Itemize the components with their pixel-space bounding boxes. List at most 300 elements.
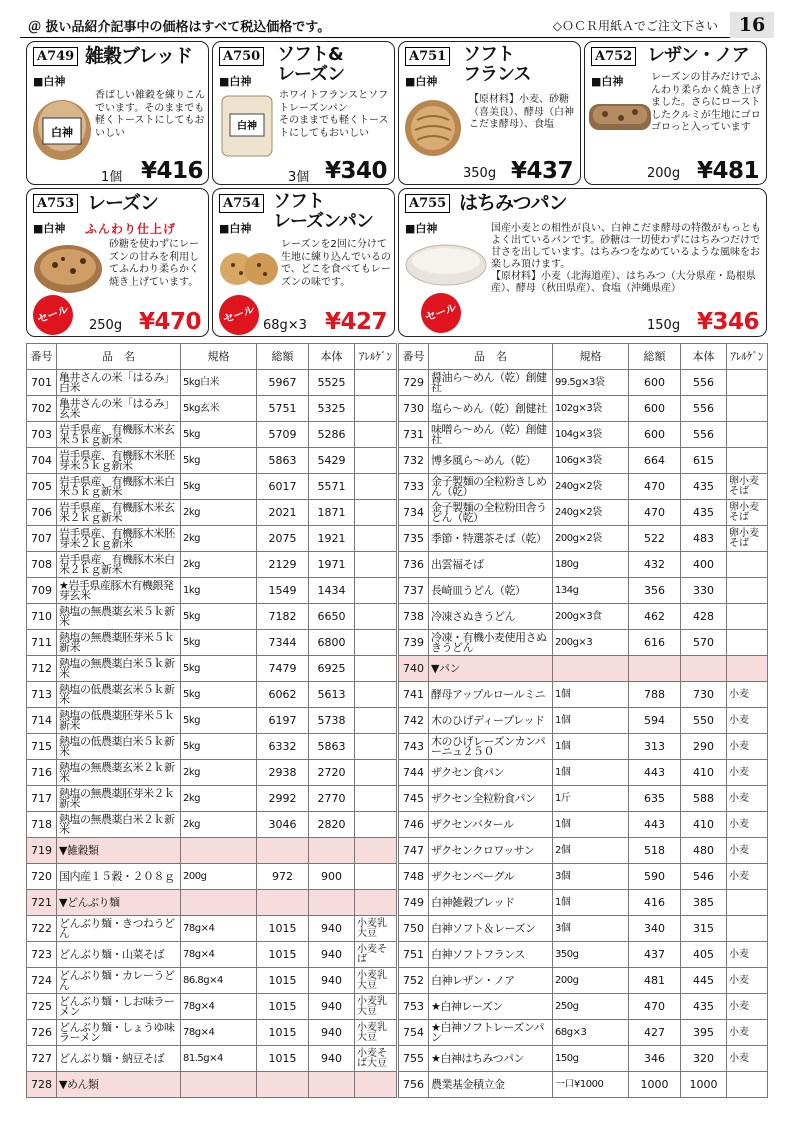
item-spec: 200g — [181, 864, 257, 890]
item-total: 7479 — [257, 656, 309, 682]
item-name: 熱塩の無農薬玄米５ｋ新米 — [57, 604, 181, 630]
item-base: 405 — [681, 942, 727, 968]
item-allergen — [355, 396, 397, 422]
item-total: 7182 — [257, 604, 309, 630]
table-row — [399, 838, 768, 864]
item-number: 728 — [27, 1072, 57, 1098]
item-total: 5709 — [257, 422, 309, 448]
item-number: 701 — [27, 370, 57, 396]
item-base: 428 — [681, 604, 727, 630]
item-name: 金子製麺の全粒粉きしめん（乾） — [429, 474, 553, 500]
item-name: 白神ソフト＆レーズン — [429, 916, 553, 942]
item-allergen: 小麦 — [727, 734, 768, 760]
item-allergen — [727, 916, 768, 942]
item-number: 730 — [399, 396, 429, 422]
item-name: どんぶり麺・きつねうどん — [57, 916, 181, 942]
item-total: 2021 — [257, 500, 309, 526]
table-row — [399, 760, 768, 786]
item-allergen — [727, 396, 768, 422]
col-base: 本体 — [309, 344, 355, 370]
item-spec: 78g×4 — [181, 942, 257, 968]
table-row — [399, 578, 768, 604]
item-total — [257, 890, 309, 916]
item-base: 5286 — [309, 422, 355, 448]
item-number: 741 — [399, 682, 429, 708]
item-spec: 1個 — [553, 682, 629, 708]
table-row — [27, 578, 397, 604]
item-base: 5325 — [309, 396, 355, 422]
item-allergen — [355, 500, 397, 526]
product-code: A749 — [33, 47, 78, 66]
item-name: 岩手県産、有機豚木米玄米５ｋｇ新米 — [57, 422, 181, 448]
item-number: 736 — [399, 552, 429, 578]
product-title: ソフト& レーズン — [277, 44, 345, 85]
brand-label: ■白神 — [219, 222, 252, 235]
item-base: 6800 — [309, 630, 355, 656]
item-number: 749 — [399, 890, 429, 916]
item-number: 709 — [27, 578, 57, 604]
product-price: ¥427 — [325, 309, 388, 335]
product-title: レザン・ノア — [647, 45, 749, 66]
item-total: 5751 — [257, 396, 309, 422]
col-allergen: ｱﾚﾙｹﾞﾝ — [727, 344, 768, 370]
item-base: 615 — [681, 448, 727, 474]
item-base: 940 — [309, 968, 355, 994]
item-spec: 2kg — [181, 760, 257, 786]
table-row — [399, 396, 768, 422]
item-name: 熱塩の無農薬玄米２ｋ新米 — [57, 760, 181, 786]
product-card-a750[interactable] — [212, 41, 395, 185]
item-allergen — [355, 864, 397, 890]
item-name: ▼めん類 — [57, 1072, 181, 1098]
item-total: 470 — [629, 474, 681, 500]
item-name: 木のひげレーズンカンパーニュ２５０ — [429, 734, 553, 760]
item-total: 1015 — [257, 942, 309, 968]
item-number: 753 — [399, 994, 429, 1020]
item-spec: 5kg — [181, 682, 257, 708]
item-name: ★白神ソフトレーズンパン — [429, 1020, 553, 1046]
item-number: 707 — [27, 526, 57, 552]
product-card-a752[interactable] — [584, 41, 767, 185]
item-spec: 3個 — [553, 864, 629, 890]
table-row — [399, 604, 768, 630]
table-row — [399, 500, 768, 526]
item-number: 725 — [27, 994, 57, 1020]
bread-photo — [31, 237, 105, 299]
item-allergen: 小麦 — [727, 1020, 768, 1046]
table-row — [399, 708, 768, 734]
product-card-a754[interactable] — [212, 188, 395, 337]
table-row — [399, 1020, 768, 1046]
item-allergen: 小麦 — [727, 1046, 768, 1072]
table-row — [399, 968, 768, 994]
brand-label: ■白神 — [591, 75, 624, 88]
item-total: 522 — [629, 526, 681, 552]
item-spec: 5kg玄米 — [181, 396, 257, 422]
item-spec: 78g×4 — [181, 916, 257, 942]
item-number: 755 — [399, 1046, 429, 1072]
item-number: 715 — [27, 734, 57, 760]
item-spec: 一口¥1000 — [553, 1072, 629, 1098]
item-allergen: 小麦 — [727, 682, 768, 708]
item-base: 1434 — [309, 578, 355, 604]
package-label: 白神 — [237, 121, 257, 132]
item-total: 3046 — [257, 812, 309, 838]
item-total: 5967 — [257, 370, 309, 396]
item-allergen — [355, 708, 397, 734]
item-allergen — [355, 838, 397, 864]
item-allergen: 小麦 — [727, 708, 768, 734]
item-allergen — [355, 1072, 397, 1098]
item-spec: 1個 — [553, 890, 629, 916]
item-total: 481 — [629, 968, 681, 994]
item-total: 1015 — [257, 1020, 309, 1046]
item-base: 1971 — [309, 552, 355, 578]
product-price: ¥481 — [697, 158, 760, 184]
item-number: 735 — [399, 526, 429, 552]
product-card-a749[interactable] — [26, 41, 209, 185]
item-total: 470 — [629, 500, 681, 526]
item-name: 出雲福そば — [429, 552, 553, 578]
item-allergen — [355, 812, 397, 838]
product-price: ¥340 — [325, 158, 388, 184]
item-allergen — [355, 786, 397, 812]
sale-badge: セール — [213, 289, 264, 337]
item-number: 708 — [27, 552, 57, 578]
product-code: A752 — [591, 47, 636, 66]
col-total: 総額 — [629, 344, 681, 370]
item-allergen — [355, 890, 397, 916]
item-number: 705 — [27, 474, 57, 500]
item-spec: 68g×3 — [553, 1020, 629, 1046]
item-number: 702 — [27, 396, 57, 422]
sale-badge: セール — [415, 287, 466, 337]
item-name: 亀井さんの米「はるみ」玄米 — [57, 396, 181, 422]
item-base: 940 — [309, 1020, 355, 1046]
item-number: 712 — [27, 656, 57, 682]
product-quantity: 250g — [89, 318, 123, 333]
col-spec: 規格 — [181, 344, 257, 370]
item-total: 340 — [629, 916, 681, 942]
item-name: 白神雑穀ブレッド — [429, 890, 553, 916]
item-allergen — [355, 526, 397, 552]
item-base: 385 — [681, 890, 727, 916]
item-spec: 106g×3袋 — [553, 448, 629, 474]
item-spec: 1個 — [553, 708, 629, 734]
category-row — [27, 890, 397, 916]
item-allergen: 小麦 — [727, 838, 768, 864]
item-total — [629, 656, 681, 682]
item-base: 900 — [309, 864, 355, 890]
col-name: 品 名 — [57, 344, 181, 370]
item-spec: 78g×4 — [181, 994, 257, 1020]
item-name: 冷凍さぬきうどん — [429, 604, 553, 630]
item-base — [681, 656, 727, 682]
item-base: 5525 — [309, 370, 355, 396]
item-spec — [181, 838, 257, 864]
item-number: 738 — [399, 604, 429, 630]
brand-label: ■白神 — [219, 75, 252, 88]
item-total: 7344 — [257, 630, 309, 656]
category-row — [27, 838, 397, 864]
product-card-a753[interactable] — [26, 188, 209, 337]
item-number: 754 — [399, 1020, 429, 1046]
item-total: 788 — [629, 682, 681, 708]
sale-badge: セール — [27, 289, 78, 337]
item-allergen: 卵小麦そば — [727, 474, 768, 500]
item-spec: 5kg — [181, 630, 257, 656]
item-name: どんぶり麺・しお味ラーメン — [57, 994, 181, 1020]
table-row — [399, 1046, 768, 1072]
table-row — [27, 708, 397, 734]
item-spec: 240g×2袋 — [553, 474, 629, 500]
item-spec: 1個 — [553, 760, 629, 786]
brand-label: ■白神 — [405, 222, 438, 235]
item-total: 462 — [629, 604, 681, 630]
item-name: ★岩手県産豚木有機銀発芽玄米 — [57, 578, 181, 604]
item-allergen: 小麦 — [727, 812, 768, 838]
item-number: 732 — [399, 448, 429, 474]
table-row — [399, 890, 768, 916]
table-row — [399, 682, 768, 708]
item-total: 437 — [629, 942, 681, 968]
item-name: 熱塩の無農薬胚芽米５ｋ新米 — [57, 630, 181, 656]
bread-photo — [587, 90, 653, 140]
item-name: ▼どんぶり麺 — [57, 890, 181, 916]
product-description: 砂糖を使わずにレーズンの甘みを利用してふんわり柔らかく焼き上げています。 — [109, 239, 199, 288]
table-row — [399, 942, 768, 968]
table-row — [27, 786, 397, 812]
item-total — [257, 838, 309, 864]
table-row — [399, 786, 768, 812]
item-total: 600 — [629, 370, 681, 396]
item-number: 710 — [27, 604, 57, 630]
item-allergen — [355, 474, 397, 500]
item-spec: 99.5g×3袋 — [553, 370, 629, 396]
item-total: 313 — [629, 734, 681, 760]
item-name: ザクセン全粒粉食パン — [429, 786, 553, 812]
item-total: 2075 — [257, 526, 309, 552]
item-name: どんぶり麺・しょうゆ味ラーメン — [57, 1020, 181, 1046]
product-title: レーズン — [87, 192, 159, 214]
item-base: 556 — [681, 422, 727, 448]
item-number: 743 — [399, 734, 429, 760]
item-allergen: 小麦 — [727, 786, 768, 812]
item-spec: 1個 — [553, 734, 629, 760]
table-row — [399, 630, 768, 656]
item-base: 556 — [681, 370, 727, 396]
item-allergen — [727, 604, 768, 630]
product-subtitle: ふんわり仕上げ — [85, 222, 177, 236]
item-name: 金子製麺の全粒粉田舎うどん（乾） — [429, 500, 553, 526]
item-name: 岩手県産、有機豚木米白米５ｋｇ新米 — [57, 474, 181, 500]
item-total: 590 — [629, 864, 681, 890]
table-row — [399, 734, 768, 760]
item-number: 740 — [399, 656, 429, 682]
item-spec: 5kg白米 — [181, 370, 257, 396]
item-name: ザクセンバタール — [429, 812, 553, 838]
brand-label: ■白神 — [405, 75, 438, 88]
table-row — [27, 604, 397, 630]
table-row — [399, 552, 768, 578]
item-name: 醤油ら～めん（乾）創健社 — [429, 370, 553, 396]
table-row — [27, 396, 397, 422]
tax-note: ＠ 扱い品紹介記事中の価格はすべて税込価格です。 — [28, 20, 331, 35]
brand-label: ■白神 — [33, 75, 66, 88]
table-row — [399, 864, 768, 890]
item-spec — [553, 656, 629, 682]
item-base: 940 — [309, 994, 355, 1020]
item-base: 550 — [681, 708, 727, 734]
table-row — [27, 474, 397, 500]
table-row — [27, 942, 397, 968]
item-base: 435 — [681, 474, 727, 500]
bread-photo — [31, 90, 93, 162]
item-spec: 5kg — [181, 422, 257, 448]
item-number: 721 — [27, 890, 57, 916]
table-row — [399, 448, 768, 474]
item-spec: 3個 — [553, 916, 629, 942]
item-allergen: 小麦乳大豆 — [355, 916, 397, 942]
item-number: 744 — [399, 760, 429, 786]
item-spec: 2kg — [181, 812, 257, 838]
order-table-right — [398, 343, 768, 1098]
item-name: 塩ら～めん（乾）創健社 — [429, 396, 553, 422]
item-spec: 1kg — [181, 578, 257, 604]
item-number: 747 — [399, 838, 429, 864]
bread-photo — [218, 90, 276, 162]
item-base: 5429 — [309, 448, 355, 474]
page-header — [20, 12, 774, 38]
item-spec: 5kg — [181, 734, 257, 760]
item-base: 483 — [681, 526, 727, 552]
item-spec: 104g×3袋 — [553, 422, 629, 448]
order-note: ◇ＯＣＲ用紙Ａでご注文下さい — [552, 19, 718, 33]
item-spec: 2kg — [181, 500, 257, 526]
product-card-a751[interactable] — [398, 41, 581, 185]
item-name: 冷凍・有機小麦使用さぬきうどん — [429, 630, 553, 656]
item-allergen — [355, 370, 397, 396]
item-total: 518 — [629, 838, 681, 864]
item-base: 556 — [681, 396, 727, 422]
item-total: 443 — [629, 760, 681, 786]
table-row — [27, 682, 397, 708]
item-allergen: 小麦乳大豆 — [355, 1020, 397, 1046]
item-spec: 5kg — [181, 474, 257, 500]
product-price: ¥470 — [139, 309, 202, 335]
item-base: 290 — [681, 734, 727, 760]
item-base: 730 — [681, 682, 727, 708]
item-allergen — [355, 604, 397, 630]
item-name: 季節・特選茶そば（乾） — [429, 526, 553, 552]
table-row — [27, 500, 397, 526]
item-number: 752 — [399, 968, 429, 994]
item-number: 723 — [27, 942, 57, 968]
item-allergen — [727, 1072, 768, 1098]
item-number: 726 — [27, 1020, 57, 1046]
item-base: 1000 — [681, 1072, 727, 1098]
table-row — [27, 864, 397, 890]
item-total: 6197 — [257, 708, 309, 734]
item-allergen: 小麦 — [727, 968, 768, 994]
item-number: 718 — [27, 812, 57, 838]
item-number: 756 — [399, 1072, 429, 1098]
item-base: 435 — [681, 994, 727, 1020]
item-name: 白神レザン・ノア — [429, 968, 553, 994]
table-row — [27, 370, 397, 396]
item-spec: 102g×3袋 — [553, 396, 629, 422]
item-base: 570 — [681, 630, 727, 656]
item-number: 733 — [399, 474, 429, 500]
item-name: 熱塩の低農薬白米５ｋ新米 — [57, 734, 181, 760]
col-allergen: ｱﾚﾙｹﾞﾝ — [355, 344, 397, 370]
item-total: 6062 — [257, 682, 309, 708]
product-title: はちみつパン — [459, 192, 567, 214]
item-number: 713 — [27, 682, 57, 708]
product-price: ¥437 — [511, 158, 574, 184]
item-allergen — [727, 422, 768, 448]
item-spec: 2kg — [181, 552, 257, 578]
item-base: 5863 — [309, 734, 355, 760]
table-row — [399, 994, 768, 1020]
col-name: 品 名 — [429, 344, 553, 370]
item-base: 445 — [681, 968, 727, 994]
product-description: 【原材料】小麦、砂糖（喜美良）、酵母（白神こだま酵母）、食塩 — [469, 94, 574, 130]
item-name: 白神ソフトフランス — [429, 942, 553, 968]
item-name: 熱塩の低農薬胚芽米５ｋ新米 — [57, 708, 181, 734]
item-total: 1000 — [629, 1072, 681, 1098]
item-name: ★白神はちみつパン — [429, 1046, 553, 1072]
col-base: 本体 — [681, 344, 727, 370]
item-total: 1549 — [257, 578, 309, 604]
table-header — [27, 344, 397, 370]
item-allergen — [727, 578, 768, 604]
item-base: 1871 — [309, 500, 355, 526]
item-number: 719 — [27, 838, 57, 864]
item-base: 940 — [309, 1046, 355, 1072]
item-spec: 200g×3食 — [553, 604, 629, 630]
table-row — [27, 968, 397, 994]
item-allergen — [727, 552, 768, 578]
item-allergen — [355, 552, 397, 578]
bread-photo — [217, 241, 279, 293]
item-number: 746 — [399, 812, 429, 838]
product-card-a755[interactable] — [398, 188, 767, 337]
item-base: 2770 — [309, 786, 355, 812]
item-spec: 86.8g×4 — [181, 968, 257, 994]
item-allergen — [355, 630, 397, 656]
item-number: 734 — [399, 500, 429, 526]
item-total: 346 — [629, 1046, 681, 1072]
product-title: ソフト レーズンパン — [273, 191, 373, 232]
item-allergen — [355, 734, 397, 760]
item-name: 博多風ら～めん（乾） — [429, 448, 553, 474]
table-row — [27, 1020, 397, 1046]
item-spec: 350g — [553, 942, 629, 968]
table-row — [27, 552, 397, 578]
item-spec — [181, 890, 257, 916]
product-quantity: 1個 — [101, 170, 123, 185]
item-base: 5738 — [309, 708, 355, 734]
item-spec — [181, 1072, 257, 1098]
table-row — [399, 1072, 768, 1098]
item-base: 6925 — [309, 656, 355, 682]
item-total: 6332 — [257, 734, 309, 760]
item-spec: 180g — [553, 552, 629, 578]
table-row — [27, 916, 397, 942]
item-allergen — [355, 682, 397, 708]
item-total: 664 — [629, 448, 681, 474]
